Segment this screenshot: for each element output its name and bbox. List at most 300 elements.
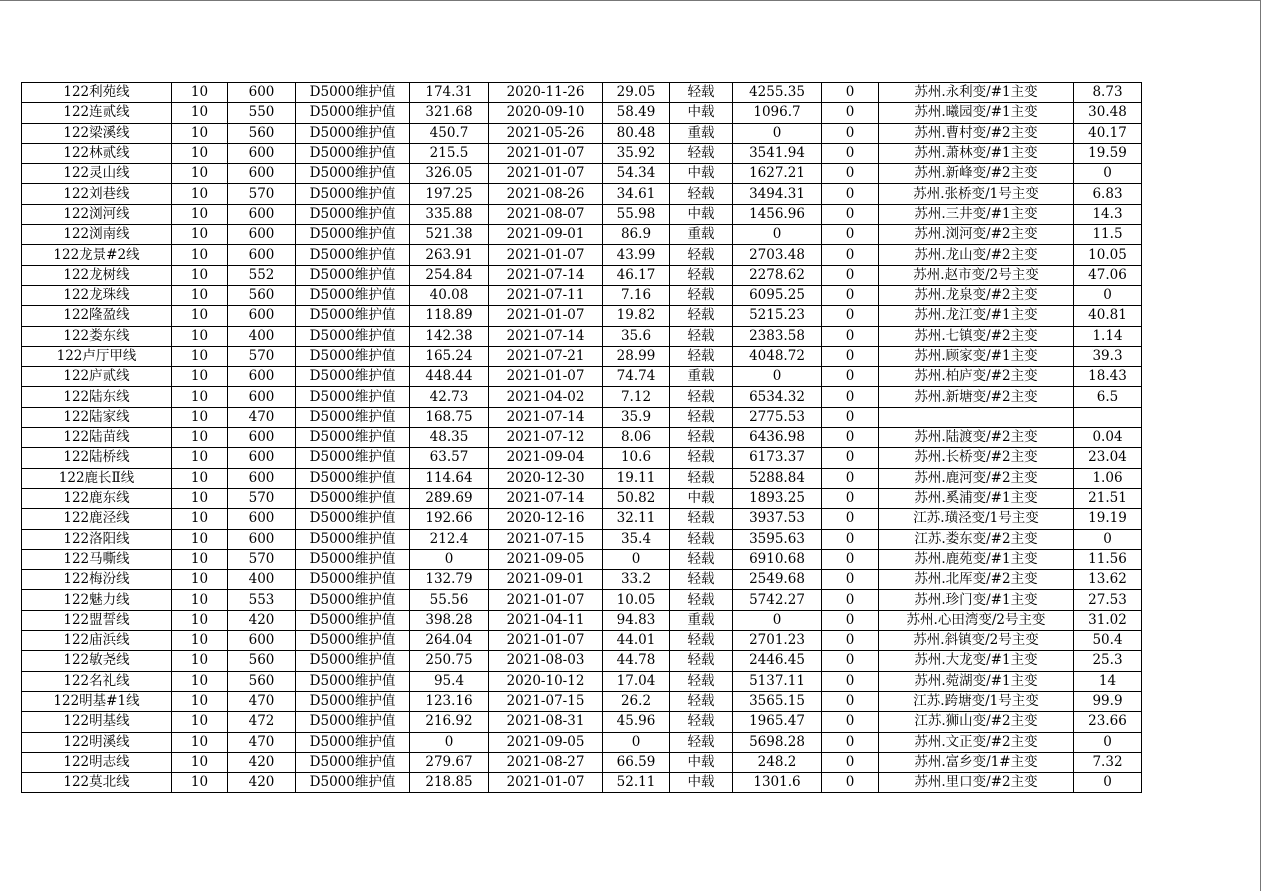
- cell-voltage: 10: [172, 712, 228, 732]
- cell-load-rate: 10.05: [603, 590, 670, 610]
- cell-rated-current: 550: [228, 103, 296, 123]
- cell-date: 2021-07-12: [489, 428, 603, 448]
- cell-load-rate: 66.59: [603, 752, 670, 772]
- cell-rated-current: 400: [228, 326, 296, 346]
- cell-load-rate: 44.78: [603, 651, 670, 671]
- cell-current-value: 168.75: [410, 407, 489, 427]
- cell-data-source: D5000维护值: [296, 265, 410, 285]
- cell-transformer-load: 0.04: [1074, 428, 1142, 448]
- cell-load-level: 中载: [670, 752, 733, 772]
- cell-margin: 6095.25: [733, 285, 822, 305]
- cell-transformer: 江苏.跨塘变/1号主变: [879, 691, 1074, 711]
- cell-data-source: D5000维护值: [296, 509, 410, 529]
- cell-rated-current: 600: [228, 164, 296, 184]
- cell-date: 2021-08-27: [489, 752, 603, 772]
- cell-margin: 4048.72: [733, 346, 822, 366]
- cell-count: 0: [822, 245, 879, 265]
- table-row: [22, 306, 1142, 326]
- cell-current-value: 279.67: [410, 752, 489, 772]
- cell-transformer-load: 14: [1074, 671, 1142, 691]
- table-row: [22, 570, 1142, 590]
- cell-transformer-load: 0: [1074, 285, 1142, 305]
- cell-date: 2021-07-11: [489, 285, 603, 305]
- cell-load-rate: 44.01: [603, 631, 670, 651]
- cell-date: 2020-12-16: [489, 509, 603, 529]
- cell-count: 0: [822, 468, 879, 488]
- cell-count: 0: [822, 610, 879, 630]
- table-row: [22, 326, 1142, 346]
- cell-transformer: 苏州.龙江变/#1主变: [879, 306, 1074, 326]
- cell-load-level: 轻载: [670, 184, 733, 204]
- table-row: [22, 204, 1142, 224]
- cell-current-value: 142.38: [410, 326, 489, 346]
- cell-load-level: 中载: [670, 103, 733, 123]
- cell-date: 2021-05-26: [489, 123, 603, 143]
- cell-voltage: 10: [172, 326, 228, 346]
- cell-count: 0: [822, 773, 879, 793]
- cell-voltage: 10: [172, 488, 228, 508]
- cell-voltage: 10: [172, 346, 228, 366]
- cell-current-value: 215.5: [410, 143, 489, 163]
- cell-current-value: 197.25: [410, 184, 489, 204]
- table-row: [22, 732, 1142, 752]
- cell-voltage: 10: [172, 468, 228, 488]
- cell-voltage: 10: [172, 184, 228, 204]
- cell-transformer-load: 40.81: [1074, 306, 1142, 326]
- cell-transformer: 苏州.斜镇变/2号主变: [879, 631, 1074, 651]
- cell-transformer: 苏州.富乡变/1#主变: [879, 752, 1074, 772]
- cell-rated-current: 400: [228, 570, 296, 590]
- cell-line-name: 122灵山线: [22, 164, 172, 184]
- cell-transformer: 苏州.张桥变/1号主变: [879, 184, 1074, 204]
- cell-load-rate: 17.04: [603, 671, 670, 691]
- cell-rated-current: 570: [228, 488, 296, 508]
- cell-date: 2020-10-12: [489, 671, 603, 691]
- cell-current-value: 335.88: [410, 204, 489, 224]
- cell-date: 2021-01-07: [489, 306, 603, 326]
- cell-line-name: 122龙景#2线: [22, 245, 172, 265]
- cell-current-value: 450.7: [410, 123, 489, 143]
- cell-transformer-load: 19.59: [1074, 143, 1142, 163]
- cell-load-level: 轻载: [670, 143, 733, 163]
- cell-load-rate: 54.34: [603, 164, 670, 184]
- table-row: [22, 651, 1142, 671]
- table-row: [22, 752, 1142, 772]
- cell-current-value: 250.75: [410, 651, 489, 671]
- cell-voltage: 10: [172, 367, 228, 387]
- cell-date: 2021-09-05: [489, 732, 603, 752]
- cell-date: 2021-01-07: [489, 164, 603, 184]
- table-row: [22, 265, 1142, 285]
- cell-date: 2021-07-14: [489, 407, 603, 427]
- cell-transformer: 苏州.珍门变/#1主变: [879, 590, 1074, 610]
- cell-transformer-load: 6.83: [1074, 184, 1142, 204]
- cell-line-name: 122洛阳线: [22, 529, 172, 549]
- cell-line-name: 122鹿东线: [22, 488, 172, 508]
- cell-margin: 2446.45: [733, 651, 822, 671]
- cell-load-rate: 28.99: [603, 346, 670, 366]
- cell-transformer: 苏州.鹿苑变/#1主变: [879, 549, 1074, 569]
- cell-margin: 2701.23: [733, 631, 822, 651]
- cell-voltage: 10: [172, 103, 228, 123]
- cell-date: 2021-08-31: [489, 712, 603, 732]
- cell-transformer-load: 30.48: [1074, 103, 1142, 123]
- cell-margin: 2383.58: [733, 326, 822, 346]
- table-row: [22, 468, 1142, 488]
- cell-load-level: 中载: [670, 773, 733, 793]
- cell-load-level: 轻载: [670, 631, 733, 651]
- cell-rated-current: 570: [228, 346, 296, 366]
- cell-transformer-load: 99.9: [1074, 691, 1142, 711]
- cell-current-value: 48.35: [410, 428, 489, 448]
- cell-count: 0: [822, 103, 879, 123]
- cell-transformer-load: 19.19: [1074, 509, 1142, 529]
- cell-voltage: 10: [172, 285, 228, 305]
- cell-margin: 5288.84: [733, 468, 822, 488]
- cell-transformer-load: 31.02: [1074, 610, 1142, 630]
- cell-data-source: D5000维护值: [296, 407, 410, 427]
- cell-transformer-load: 25.3: [1074, 651, 1142, 671]
- table-row: [22, 529, 1142, 549]
- cell-date: 2021-01-07: [489, 143, 603, 163]
- cell-transformer: 苏州.赵市变/2号主变: [879, 265, 1074, 285]
- cell-voltage: 10: [172, 570, 228, 590]
- cell-margin: 3494.31: [733, 184, 822, 204]
- cell-load-level: 轻载: [670, 509, 733, 529]
- cell-date: 2021-08-03: [489, 651, 603, 671]
- cell-load-level: 轻载: [670, 326, 733, 346]
- cell-rated-current: 600: [228, 306, 296, 326]
- table-row: [22, 590, 1142, 610]
- cell-data-source: D5000维护值: [296, 204, 410, 224]
- cell-margin: 6534.32: [733, 387, 822, 407]
- table-body: [22, 83, 1142, 793]
- cell-load-level: 轻载: [670, 570, 733, 590]
- cell-rated-current: 560: [228, 285, 296, 305]
- cell-data-source: D5000维护值: [296, 651, 410, 671]
- cell-voltage: 10: [172, 204, 228, 224]
- cell-load-level: 轻载: [670, 428, 733, 448]
- cell-voltage: 10: [172, 631, 228, 651]
- cell-load-rate: 8.06: [603, 428, 670, 448]
- cell-transformer: 苏州.龙泉变/#2主变: [879, 285, 1074, 305]
- cell-count: 0: [822, 225, 879, 245]
- cell-load-rate: 34.61: [603, 184, 670, 204]
- cell-data-source: D5000维护值: [296, 306, 410, 326]
- cell-current-value: 174.31: [410, 83, 489, 103]
- cell-data-source: D5000维护值: [296, 103, 410, 123]
- cell-count: 0: [822, 488, 879, 508]
- cell-transformer-load: 27.53: [1074, 590, 1142, 610]
- cell-current-value: 40.08: [410, 285, 489, 305]
- cell-margin: 1627.21: [733, 164, 822, 184]
- cell-current-value: 521.38: [410, 225, 489, 245]
- cell-transformer: 苏州.长桥变/#2主变: [879, 448, 1074, 468]
- cell-load-rate: 45.96: [603, 712, 670, 732]
- cell-load-level: 轻载: [670, 387, 733, 407]
- cell-date: 2021-09-01: [489, 570, 603, 590]
- cell-transformer-load: 11.56: [1074, 549, 1142, 569]
- cell-voltage: 10: [172, 83, 228, 103]
- cell-line-name: 122连贰线: [22, 103, 172, 123]
- cell-rated-current: 570: [228, 549, 296, 569]
- cell-current-value: 95.4: [410, 671, 489, 691]
- cell-transformer-load: 14.3: [1074, 204, 1142, 224]
- cell-line-name: 122盟誓线: [22, 610, 172, 630]
- cell-voltage: 10: [172, 448, 228, 468]
- cell-margin: 2278.62: [733, 265, 822, 285]
- cell-load-level: 轻载: [670, 549, 733, 569]
- cell-voltage: 10: [172, 123, 228, 143]
- cell-load-rate: 55.98: [603, 204, 670, 224]
- cell-current-value: 289.69: [410, 488, 489, 508]
- cell-current-value: 123.16: [410, 691, 489, 711]
- cell-load-level: 重载: [670, 225, 733, 245]
- cell-load-rate: 10.6: [603, 448, 670, 468]
- cell-load-rate: 50.82: [603, 488, 670, 508]
- cell-load-level: 轻载: [670, 529, 733, 549]
- cell-rated-current: 600: [228, 245, 296, 265]
- cell-voltage: 10: [172, 610, 228, 630]
- cell-current-value: 254.84: [410, 265, 489, 285]
- cell-voltage: 10: [172, 143, 228, 163]
- cell-transformer: 苏州.七镇变/#2主变: [879, 326, 1074, 346]
- cell-count: 0: [822, 326, 879, 346]
- cell-load-rate: 80.48: [603, 123, 670, 143]
- cell-load-level: 中载: [670, 488, 733, 508]
- cell-data-source: D5000维护值: [296, 143, 410, 163]
- cell-rated-current: 600: [228, 529, 296, 549]
- cell-transformer: 苏州.北厍变/#2主变: [879, 570, 1074, 590]
- cell-data-source: D5000维护值: [296, 285, 410, 305]
- cell-line-name: 122马嘶线: [22, 549, 172, 569]
- table-row: [22, 428, 1142, 448]
- cell-margin: 6436.98: [733, 428, 822, 448]
- cell-current-value: 165.24: [410, 346, 489, 366]
- cell-line-name: 122名礼线: [22, 671, 172, 691]
- cell-transformer-load: 11.5: [1074, 225, 1142, 245]
- table-row: [22, 184, 1142, 204]
- cell-voltage: 10: [172, 407, 228, 427]
- cell-count: 0: [822, 752, 879, 772]
- cell-date: 2021-08-26: [489, 184, 603, 204]
- table-row: [22, 488, 1142, 508]
- cell-transformer-load: 6.5: [1074, 387, 1142, 407]
- cell-rated-current: 570: [228, 184, 296, 204]
- cell-line-name: 122陆东线: [22, 387, 172, 407]
- cell-line-name: 122敏尧线: [22, 651, 172, 671]
- cell-count: 0: [822, 590, 879, 610]
- cell-count: 0: [822, 346, 879, 366]
- cell-data-source: D5000维护值: [296, 773, 410, 793]
- table-row: [22, 387, 1142, 407]
- cell-current-value: 0: [410, 732, 489, 752]
- cell-transformer-load: 47.06: [1074, 265, 1142, 285]
- cell-transformer: 苏州.萧林变/#1主变: [879, 143, 1074, 163]
- cell-line-name: 122明基线: [22, 712, 172, 732]
- cell-transformer-load: 8.73: [1074, 83, 1142, 103]
- cell-count: 0: [822, 691, 879, 711]
- cell-voltage: 10: [172, 265, 228, 285]
- cell-transformer: 苏州.奚浦变/#1主变: [879, 488, 1074, 508]
- cell-data-source: D5000维护值: [296, 488, 410, 508]
- cell-margin: 2703.48: [733, 245, 822, 265]
- cell-count: 0: [822, 204, 879, 224]
- cell-transformer: 苏州.大龙变/#1主变: [879, 651, 1074, 671]
- cell-rated-current: 600: [228, 631, 296, 651]
- cell-voltage: 10: [172, 225, 228, 245]
- cell-data-source: D5000维护值: [296, 691, 410, 711]
- cell-current-value: 326.05: [410, 164, 489, 184]
- table-row: [22, 164, 1142, 184]
- cell-line-name: 122陆家线: [22, 407, 172, 427]
- cell-rated-current: 560: [228, 651, 296, 671]
- cell-transformer: 苏州.新塘变/#2主变: [879, 387, 1074, 407]
- cell-rated-current: 420: [228, 752, 296, 772]
- cell-margin: 1965.47: [733, 712, 822, 732]
- cell-transformer: 苏州.新峰变/#2主变: [879, 164, 1074, 184]
- cell-date: 2021-01-07: [489, 245, 603, 265]
- cell-rated-current: 552: [228, 265, 296, 285]
- cell-count: 0: [822, 732, 879, 752]
- table-row: [22, 671, 1142, 691]
- cell-load-rate: 19.82: [603, 306, 670, 326]
- cell-current-value: 218.85: [410, 773, 489, 793]
- data-table: [21, 82, 1142, 793]
- cell-current-value: 192.66: [410, 509, 489, 529]
- cell-current-value: 263.91: [410, 245, 489, 265]
- cell-line-name: 122庐贰线: [22, 367, 172, 387]
- cell-date: 2020-11-26: [489, 83, 603, 103]
- cell-transformer: 苏州.龙山变/#2主变: [879, 245, 1074, 265]
- cell-current-value: 42.73: [410, 387, 489, 407]
- cell-rated-current: 600: [228, 509, 296, 529]
- table-row: [22, 285, 1142, 305]
- cell-margin: 0: [733, 610, 822, 630]
- cell-transformer-load: [1074, 407, 1142, 427]
- cell-rated-current: 600: [228, 428, 296, 448]
- cell-count: 0: [822, 184, 879, 204]
- cell-date: 2021-07-15: [489, 529, 603, 549]
- cell-rated-current: 600: [228, 143, 296, 163]
- cell-load-rate: 7.12: [603, 387, 670, 407]
- cell-margin: 1301.6: [733, 773, 822, 793]
- cell-transformer-load: 10.05: [1074, 245, 1142, 265]
- cell-count: 0: [822, 285, 879, 305]
- cell-line-name: 122明溪线: [22, 732, 172, 752]
- cell-line-name: 122明基#1线: [22, 691, 172, 711]
- cell-transformer: 苏州.三井变/#1主变: [879, 204, 1074, 224]
- cell-transformer-load: 0: [1074, 773, 1142, 793]
- cell-line-name: 122隆盈线: [22, 306, 172, 326]
- table-row: [22, 631, 1142, 651]
- cell-transformer: 苏州.浏河变/#2主变: [879, 225, 1074, 245]
- cell-transformer-load: 50.4: [1074, 631, 1142, 651]
- cell-transformer: 江苏.狮山变/#2主变: [879, 712, 1074, 732]
- cell-data-source: D5000维护值: [296, 732, 410, 752]
- table-row: [22, 691, 1142, 711]
- cell-current-value: 118.89: [410, 306, 489, 326]
- cell-line-name: 122莫北线: [22, 773, 172, 793]
- cell-rated-current: 420: [228, 773, 296, 793]
- cell-load-rate: 86.9: [603, 225, 670, 245]
- cell-margin: 5137.11: [733, 671, 822, 691]
- cell-transformer-load: 23.66: [1074, 712, 1142, 732]
- cell-transformer-load: 1.14: [1074, 326, 1142, 346]
- cell-date: 2021-01-07: [489, 631, 603, 651]
- cell-line-name: 122梅汾线: [22, 570, 172, 590]
- cell-data-source: D5000维护值: [296, 610, 410, 630]
- cell-margin: 0: [733, 367, 822, 387]
- cell-load-level: 轻载: [670, 691, 733, 711]
- cell-margin: 2549.68: [733, 570, 822, 590]
- cell-rated-current: 600: [228, 468, 296, 488]
- cell-voltage: 10: [172, 671, 228, 691]
- cell-data-source: D5000维护值: [296, 590, 410, 610]
- cell-date: 2020-12-30: [489, 468, 603, 488]
- cell-date: 2021-01-07: [489, 773, 603, 793]
- cell-load-level: 重载: [670, 367, 733, 387]
- cell-transformer-load: 39.3: [1074, 346, 1142, 366]
- cell-load-level: 轻载: [670, 306, 733, 326]
- cell-margin: 3541.94: [733, 143, 822, 163]
- cell-transformer: 苏州.文正变/#2主变: [879, 732, 1074, 752]
- cell-line-name: 122浏河线: [22, 204, 172, 224]
- cell-load-rate: 26.2: [603, 691, 670, 711]
- cell-count: 0: [822, 83, 879, 103]
- cell-current-value: 212.4: [410, 529, 489, 549]
- table-row: [22, 245, 1142, 265]
- cell-date: 2021-07-14: [489, 265, 603, 285]
- cell-line-name: 122陆苗线: [22, 428, 172, 448]
- cell-load-rate: 58.49: [603, 103, 670, 123]
- cell-voltage: 10: [172, 306, 228, 326]
- cell-line-name: 122鹿长Ⅱ线: [22, 468, 172, 488]
- cell-voltage: 10: [172, 428, 228, 448]
- cell-load-level: 中载: [670, 204, 733, 224]
- cell-margin: 6173.37: [733, 448, 822, 468]
- cell-count: 0: [822, 529, 879, 549]
- cell-line-name: 122陆桥线: [22, 448, 172, 468]
- cell-voltage: 10: [172, 590, 228, 610]
- cell-transformer-load: 0: [1074, 164, 1142, 184]
- cell-date: 2020-09-10: [489, 103, 603, 123]
- cell-rated-current: 560: [228, 671, 296, 691]
- cell-rated-current: 470: [228, 691, 296, 711]
- cell-data-source: D5000维护值: [296, 367, 410, 387]
- cell-current-value: 0: [410, 549, 489, 569]
- cell-line-name: 122刘巷线: [22, 184, 172, 204]
- cell-load-rate: 46.17: [603, 265, 670, 285]
- cell-data-source: D5000维护值: [296, 164, 410, 184]
- cell-voltage: 10: [172, 651, 228, 671]
- cell-margin: 1456.96: [733, 204, 822, 224]
- cell-margin: 3595.63: [733, 529, 822, 549]
- cell-count: 0: [822, 570, 879, 590]
- cell-load-level: 中载: [670, 164, 733, 184]
- cell-margin: 2775.53: [733, 407, 822, 427]
- table-row: [22, 346, 1142, 366]
- cell-load-level: 重载: [670, 610, 733, 630]
- cell-line-name: 122梁溪线: [22, 123, 172, 143]
- cell-transformer: 江苏.娄东变/#2主变: [879, 529, 1074, 549]
- cell-transformer: 苏州.曹村变/#2主变: [879, 123, 1074, 143]
- cell-date: 2021-01-07: [489, 367, 603, 387]
- cell-load-rate: 35.4: [603, 529, 670, 549]
- cell-load-level: 轻载: [670, 590, 733, 610]
- cell-load-level: 轻载: [670, 407, 733, 427]
- cell-line-name: 122林贰线: [22, 143, 172, 163]
